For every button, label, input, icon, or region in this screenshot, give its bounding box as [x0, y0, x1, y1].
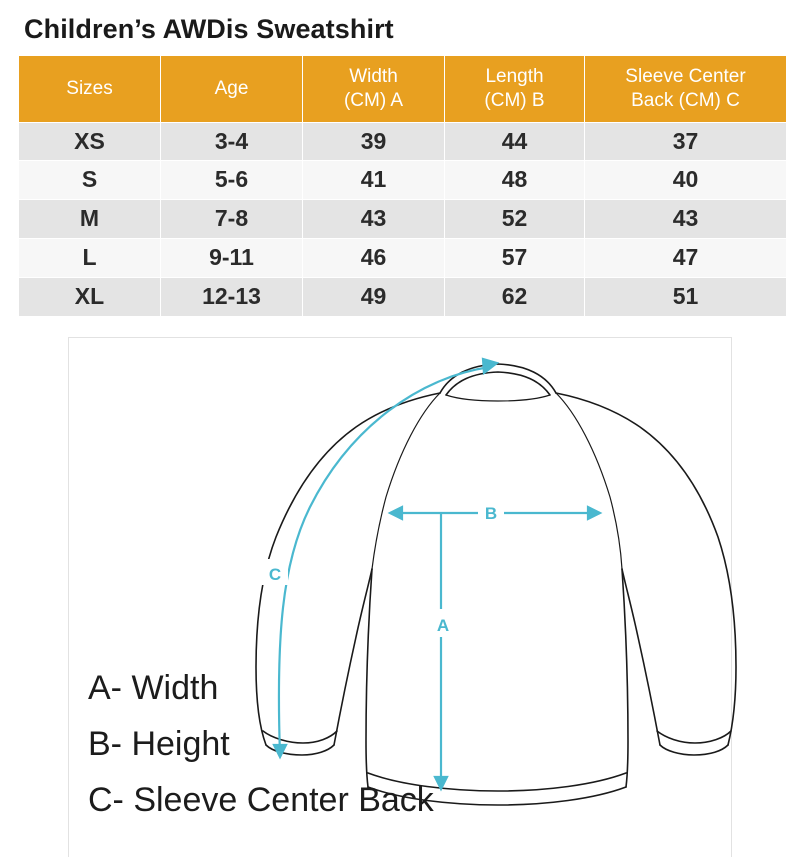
measure-label-c: C: [268, 564, 282, 584]
garment-diagram: [0, 337, 800, 857]
column-header-line-2: (CM) B: [484, 89, 545, 111]
column-header-length: [445, 56, 585, 123]
column-header-width: [303, 56, 445, 123]
legend-item-height: B- Height: [88, 724, 230, 763]
arrowhead-c-top: [483, 359, 497, 373]
column-header-sleeve-center-back: [585, 56, 787, 123]
cell-size: XS: [19, 122, 161, 161]
cell-size: S: [19, 161, 161, 200]
cell-width: 46: [303, 239, 445, 278]
table-row: [19, 161, 787, 200]
cell-width: 41: [303, 161, 445, 200]
table-header-row: [19, 56, 787, 123]
sweatshirt-illustration: [0, 337, 800, 857]
cell-width: 43: [303, 200, 445, 239]
legend-item-width: A- Width: [88, 668, 219, 707]
column-header-line-1: Age: [214, 77, 249, 99]
cell-sleeve: 37: [585, 122, 787, 161]
arrowhead-b-right: [588, 507, 600, 519]
column-header-line-1: Sizes: [66, 77, 113, 99]
arrowhead-b-left: [390, 507, 402, 519]
column-header-line-1: Sleeve Center: [625, 66, 746, 87]
cell-sleeve: 40: [585, 161, 787, 200]
column-header-age: [161, 56, 303, 123]
size-chart-table: [18, 55, 787, 317]
arrowhead-c-bottom: [274, 745, 286, 757]
cell-age: 5-6: [161, 161, 303, 200]
measure-curve-c: [279, 367, 490, 755]
column-header-line-2: Back (CM) C: [631, 89, 740, 111]
table-row: [19, 239, 787, 278]
cell-length: 52: [445, 200, 585, 239]
column-header-line-2: (CM) A: [343, 89, 404, 111]
cell-sleeve: 47: [585, 239, 787, 278]
cell-size: M: [19, 200, 161, 239]
cell-age: 9-11: [161, 239, 303, 278]
legend-item-sleeve-center-back: C- Sleeve Center Back: [88, 780, 434, 819]
neckline-inner: [446, 372, 550, 395]
cell-sleeve: 51: [585, 278, 787, 317]
table-row: [19, 122, 787, 161]
page-title: Children’s AWDis Sweatshirt: [24, 14, 394, 44]
column-header-line-1: Width: [349, 66, 398, 87]
measure-label-a: A: [436, 615, 450, 635]
cell-length: 44: [445, 122, 585, 161]
table-row: [19, 278, 787, 317]
cell-width: 39: [303, 122, 445, 161]
cell-sleeve: 43: [585, 200, 787, 239]
cell-age: 7-8: [161, 200, 303, 239]
cell-length: 62: [445, 278, 585, 317]
cell-age: 12-13: [161, 278, 303, 317]
cell-size: XL: [19, 278, 161, 317]
measure-label-b: B: [484, 503, 498, 523]
cell-width: 49: [303, 278, 445, 317]
cell-size: L: [19, 239, 161, 278]
cell-length: 48: [445, 161, 585, 200]
cell-length: 57: [445, 239, 585, 278]
cell-age: 3-4: [161, 122, 303, 161]
table-row: [19, 200, 787, 239]
neckline-outer: [440, 364, 556, 393]
column-header-line-1: Length: [485, 66, 544, 87]
column-header-sizes: [19, 56, 161, 123]
